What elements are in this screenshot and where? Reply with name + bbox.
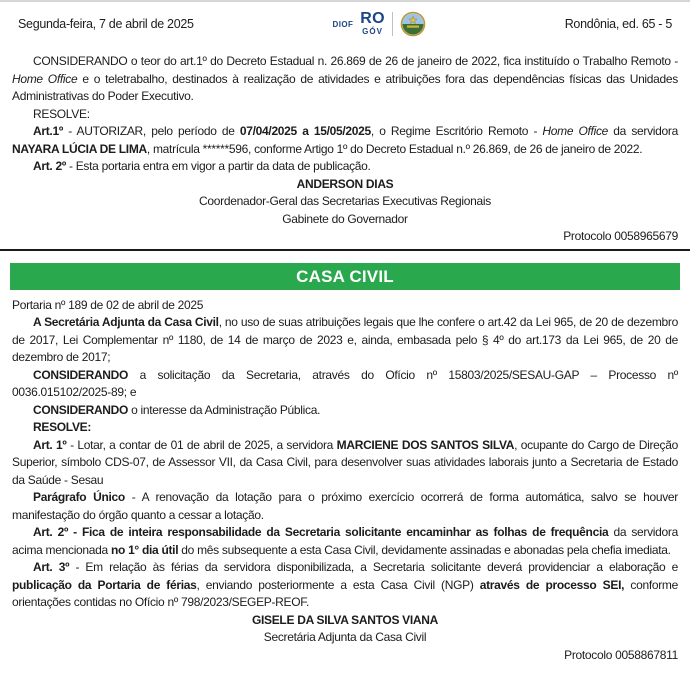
paragraph-art-2: Art. 2º - Fica de inteira responsabilidade da Secretaria solicitante encaminhar as folhas de frequência da servidora acima mencionada no 1° dia útil do mês subsequente a esta Casa Civil, devidamente assinadas e abonadas pela chefia imediata. [12,525,678,557]
paragraph-resolve: RESOLVE: [33,420,92,434]
header-date: Segunda-feira, 7 de abril de 2025 [18,16,194,31]
page-header [0,2,690,38]
signature-role: Secretária Adjunta da Casa Civil [263,630,427,644]
paragraph-paragrafo-unico: Parágrafo Único - A renovação da lotação para o próximo exercício ocorrerá de forma automática, salvo se houver manifestação do órgão quanto a cessar a lotação. [12,490,678,522]
paragraph-portaria-numero: Portaria nº 189 de 02 de abril de 2025 [12,297,204,312]
gov-logo-text: GÓV [362,27,383,36]
ro-gov-logo-text [360,11,385,36]
ro-logo-text: RO [360,10,385,27]
paragraph-considerando-decreto: CONSIDERANDO o teor do art.1º do Decreto Estadual n. 26.869 de 26 de janeiro de 2022, fica instituído o Trabalho Remoto - Home Office e o teletrabalho, destinados à realização de atividades e atribuições fora das dependências físicas das Unidades Administrativas do Poder Executivo. [12,54,678,103]
signature-role: Coordenador-Geral das Secretarias Executivas Regionais [199,194,491,208]
signature-name: GISELE DA SILVA SANTOS VIANA [251,612,439,627]
logo-divider [392,12,393,36]
paragraph-art-1: Art. 1º - Lotar, a contar de 01 de abril de 2025, a servidora MARCIENE DOS SANTOS SILVA, ocupante do Cargo de Direção Superior, símbolo CDS-07, de Assessor VII, da Casa Civil, para desenvolver suas atividades laborais junto a Secretaria de Estado da Saúde - Sesau [12,437,678,487]
signature-name: ANDERSON DIAS [296,176,394,191]
header-edition: Rondônia, ed. 65 - 5 [564,16,672,31]
gabinete-section [0,53,690,246]
paragraph-art-2: Art. 2º - Esta portaria entra em vigor a partir da data de publicação. [33,159,371,173]
diof-logo-text: DIOF [332,20,354,29]
paragraph-secretaria-adjunta: A Secretária Adjunta da Casa Civil, no uso de suas atribuições legais que lhe confere o art.42 da Lei 965, de 20 de dezembro de 2017, Lei Complementar nº 1180, de 14 de março de 2023 e, ainda, embasada pelo § 4º do art.173 da Lei 965, de 20 de dezembro de 2017; [12,315,678,364]
paragraph-resolve: RESOLVE: [33,106,90,121]
protocol-number: Protocolo 0058965679 [563,229,678,243]
protocol-number: Protocolo 0058867811 [564,647,678,662]
casa-civil-banner: CASA CIVIL [10,263,680,290]
diof-ro-gov-logo [333,11,426,37]
casa-civil-section [0,297,690,665]
paragraph-considerando-oficio: CONSIDERANDO a solicitação da Secretaria, através do Ofício nº 15803/2025/SESAU-GAP – Processo nº 0036.015102/2025-89; e [12,367,678,399]
paragraph-art-1: Art.1º - AUTORIZAR, pelo período de 07/04/2025 a 15/05/2025, o Regime Escritório Remoto - Home Office da servidora NAYARA LÚCIA DE LIMA, matrícula ******596, conforme Artigo 1º do Decreto Estadual n.º 26.869, de 26 de janeiro de 2022. [12,124,678,156]
signature-role: Gabinete do Governador [282,211,408,226]
paragraph-art-3: Art. 3º - Em relação às férias da servidora disponibilizada, a Secretaria solicitante deverá providenciar a elaboração e publicação da Portaria de férias, enviando posteriormente a esta Casa Civil (NGP) através de processo SEI, conforme orientações contidas no Ofício nº 798/2023/SEGEP-REOF. [12,560,678,609]
section-divider [0,249,690,251]
rondonia-coat-of-arms-icon [400,11,426,37]
paragraph-considerando-interesse: CONSIDERANDO o interesse da Administração Pública. [33,402,321,417]
